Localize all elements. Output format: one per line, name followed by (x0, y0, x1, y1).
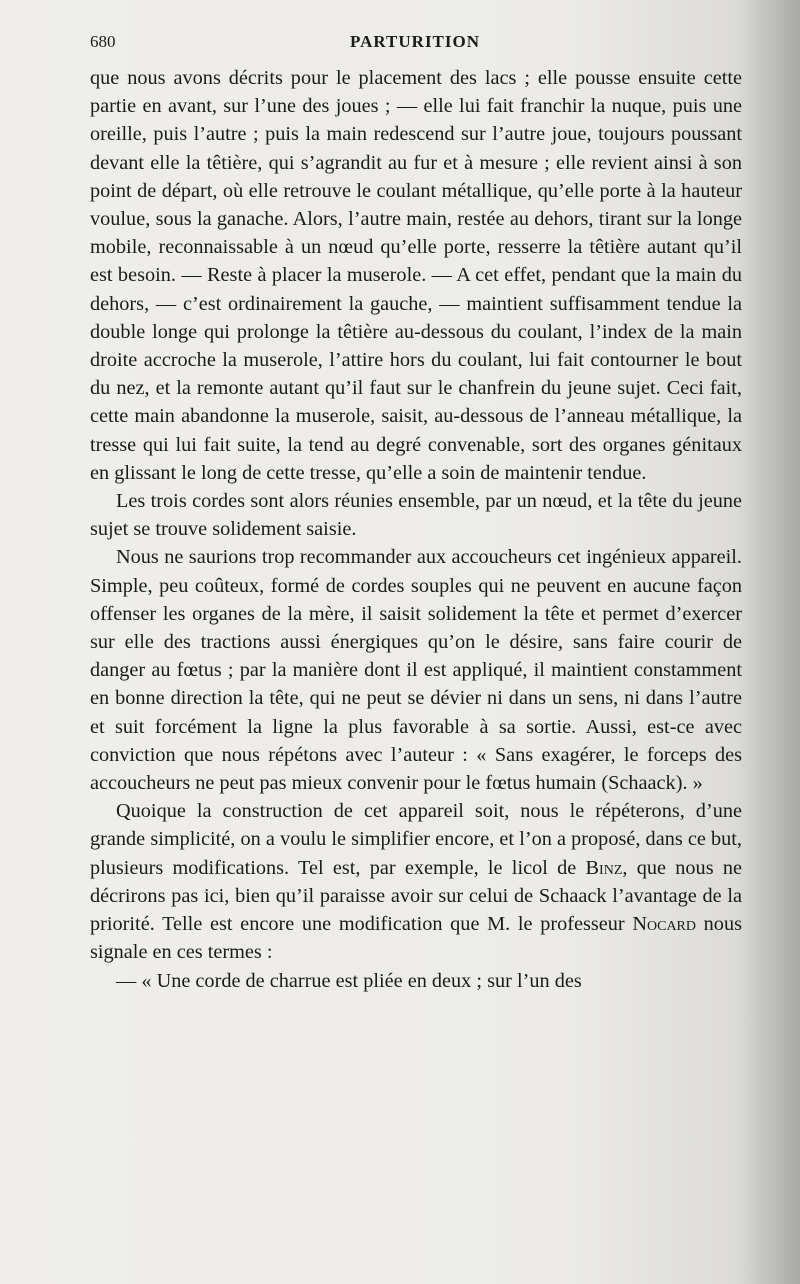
paragraph-5 (90, 967, 742, 995)
author-name-nocard: Nocard (632, 913, 696, 936)
text-segment: Nous ne saurions trop recommander aux accoucheurs cet ingénieux appareil. Simple, peu coûteux, formé de cordes souples qui ne peuvent en aucune façon offenser les organes de la mère, il saisit solidement la tête et permet d’exercer sur elle des tractions aussi énergiques qu’on le désire, sans faire courir de danger au fœtus ; par la manière dont il est appliqué, il maintient constamment en bonne direction la tête, qui ne peut se dévier ni dans un sens, ni dans l’autre et suit forcément la ligne la plus favorable à sa sortie. Aussi, est-ce avec conviction que nous répétons avec l’auteur : « Sans exagérer, le forceps des accoucheurs ne peut pas mieux convenir pour le fœtus humain (Schaack). » (90, 546, 742, 795)
paragraph-3 (90, 543, 742, 797)
page-header (90, 28, 740, 56)
page-number: 680 (90, 32, 116, 51)
paragraph-2 (90, 487, 742, 543)
text-segment: Les trois cordes sont alors réunies ensemble, par un nœud, et la tête du jeune sujet se trouve solidement saisie. (90, 490, 742, 541)
text-segment: que nous avons décrits pour le placement des lacs ; elle pousse ensuite cette partie en avant, sur l’une des joues ; — elle lui fait franchir la nuque, puis une oreille, puis l’autre ; puis la main redescend sur l’autre joue, toujours poussant devant elle la têtière, qui s’agrandit au fur et à mesure ; elle revient ainsi à son point de départ, où elle retrouve le coulant métallique, qu’elle porte à la hauteur voulue, sous la ganache. Alors, l’autre main, restée au dehors, tirant sur la longe mobile, reconnaissable à un nœud qu’elle porte, resserre la têtière autant qu’il est besoin. — Reste à placer la muserole. — A cet effet, pendant que la main du dehors, — c’est ordinairement la gauche, — maintient suffisamment tendue la double longe qui prolonge la têtière au-dessous du coulant, l’index de la main droite accroche la muserole, l’attire hors du coulant, lui fait contourner le bout du nez, et la remonte autant qu’il faut sur le chanfrein du jeune sujet. Ceci fait, cette main abandonne la muserole, saisit, au-dessous de l’anneau métallique, la tresse qui lui fait suite, la tend au degré convenable, sort des organes génitaux en glissant le long de cette tresse, qu’elle a soin de maintenir tendue. (90, 67, 742, 484)
text-segment: nous signale en ces termes : (90, 913, 742, 964)
paragraph-4 (90, 797, 742, 966)
author-name-binz: Binz (585, 856, 623, 879)
body-text (90, 64, 742, 995)
text-segment: , que nous ne décrirons pas ici, bien qu’il paraisse avoir sur celui de Schaack l’avantage de la priorité. Telle est encore une modification que M. le professeur (90, 856, 742, 936)
text-segment: Quoique la construction de cet appareil soit, nous le répéterons, d’une grande simplicité, on a voulu le simplifier encore, et l’on a proposé, dans ce but, plusieurs modifications. Tel est, par exemple, le licol de (90, 800, 742, 879)
paragraph-1 (90, 64, 742, 487)
running-title: PARTURITION (349, 32, 481, 51)
text-segment: — « Une corde de charrue est pliée en deux ; sur l’un des (116, 969, 582, 992)
